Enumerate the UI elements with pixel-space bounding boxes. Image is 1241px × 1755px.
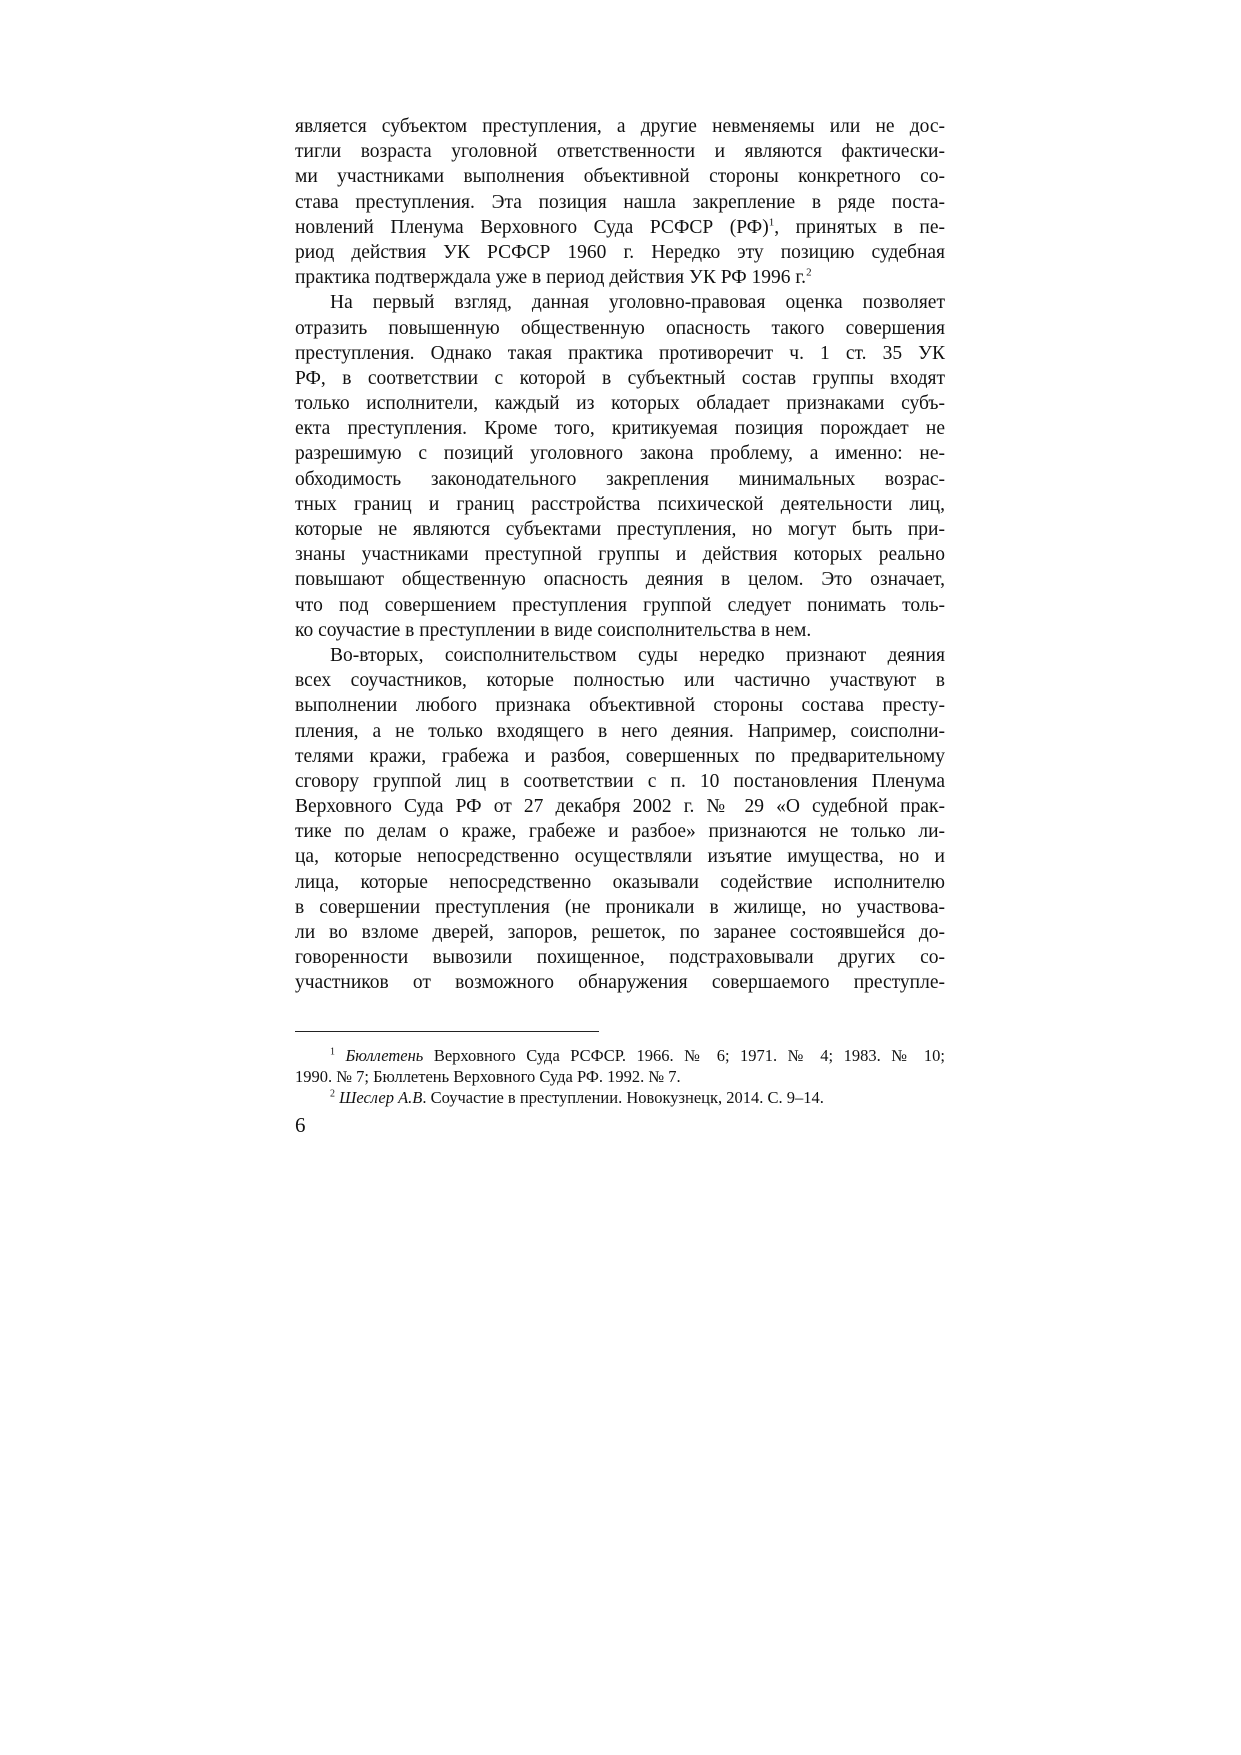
footnote-line bbox=[295, 1087, 945, 1108]
text-line: разрешимую с позиций уголовного закона проблему, а именно: не- bbox=[295, 443, 945, 465]
footnote-mark: 1 bbox=[330, 1046, 335, 1058]
footnote-ref-2[interactable]: 2 bbox=[806, 266, 812, 279]
paragraph-2 bbox=[295, 290, 945, 643]
footnote-text: Верховного Суда РСФСР. 1966. № 6; 1971. № 4; 1983. № 10; bbox=[423, 1046, 945, 1065]
text-segment: , принятых в пе- bbox=[774, 216, 945, 238]
text-line: телями кражи, грабежа и разбоя, совершенных по предварительному bbox=[295, 745, 945, 767]
body-text bbox=[295, 114, 945, 996]
paragraph-1 bbox=[295, 114, 945, 290]
text-segment: практика подтверждала уже в период действия УК РФ 1996 г. bbox=[295, 267, 807, 289]
footnote-2 bbox=[295, 1087, 945, 1108]
text-line: повышают общественную опасность деяния в целом. Это означает, bbox=[295, 569, 945, 591]
text-line: только исполнители, каждый из которых обладает признаками субъ- bbox=[295, 393, 945, 415]
text-line: является субъектом преступления, а другие невменяемы или не дос- bbox=[295, 116, 945, 137]
text-line: Во-вторых, соисполнительством суды нередко признают деяния bbox=[330, 644, 945, 666]
text-line: На первый взгляд, данная уголовно-правовая оценка позволяет bbox=[330, 292, 945, 314]
footnote-italic: Бюллетень bbox=[345, 1046, 424, 1065]
text-line: в совершении преступления (не проникали в жилище, но участвова- bbox=[295, 896, 945, 918]
text-line: става преступления. Эта позиция нашла закрепление в ряде поста- bbox=[295, 191, 945, 213]
text-line: РФ, в соответствии с которой в субъектный состав группы входят bbox=[295, 367, 945, 389]
text-line: сговору группой лиц в соответствии с п. 10 постановления Пленума bbox=[295, 770, 945, 792]
footnote-text: . Соучастие в преступлении. Новокузнецк, 2014. С. 9–14. bbox=[422, 1088, 824, 1107]
footnote-italic: Шеслер А.В bbox=[339, 1088, 423, 1107]
footnote-line: 1990. № 7; Бюллетень Верховного Суда РФ. 1992. № 7. bbox=[295, 1067, 681, 1086]
text-line: екта преступления. Кроме того, критикуемая позиция порождает не bbox=[295, 418, 945, 440]
text-line: ца, которые непосредственно осуществляли изъятие имущества, но и bbox=[295, 846, 945, 868]
footnotes bbox=[295, 1045, 945, 1108]
text-line: участников от возможного обнаружения совершаемого преступле- bbox=[295, 972, 945, 994]
text-line: знаны участниками преступной группы и действия которых реально bbox=[295, 544, 945, 566]
text-line: выполнении любого признака объективной стороны состава престу- bbox=[295, 695, 945, 717]
footnote-ref-1[interactable]: 1 bbox=[768, 216, 775, 229]
text-line: которые не являются субъектами преступления, но могут быть при- bbox=[295, 519, 945, 540]
text-line: ко соучастие в преступлении в виде соисполнительства в нем. bbox=[295, 619, 812, 641]
text-line: всех соучастников, которые полностью или частично участвуют в bbox=[295, 670, 945, 692]
text-line: говоренности вывозили похищенное, подстраховывали других со- bbox=[295, 947, 945, 969]
text-line: пления, а не только входящего в него деяния. Например, соисполни- bbox=[295, 720, 945, 742]
text-line: лица, которые непосредственно оказывали содействие исполнителю bbox=[295, 871, 945, 893]
text-line: Верховного Суда РФ от 27 декабря 2002 г. № 29 «О судебной прак- bbox=[295, 796, 945, 818]
text-line: риод действия УК РСФСР 1960 г. Нередко эту позицию судебная bbox=[295, 241, 945, 263]
footnote-mark: 2 bbox=[330, 1088, 335, 1100]
text-line: ми участниками выполнения объективной стороны конкретного со- bbox=[295, 166, 945, 188]
text-line: отразить повышенную общественную опасность такого совершения bbox=[295, 317, 945, 339]
text-line: преступления. Однако такая практика противоречит ч. 1 ст. 35 УК bbox=[295, 342, 945, 364]
text-line: тигли возраста уголовной ответственности и являются фактически- bbox=[295, 141, 945, 163]
text-line bbox=[295, 215, 945, 240]
footnote-divider bbox=[295, 1031, 599, 1032]
text-line: обходимость законодательного закрепления минимальных возрас- bbox=[295, 468, 945, 490]
footnote-line bbox=[295, 1045, 945, 1066]
text-segment: новлений Пленума Верховного Суда РСФСР (РФ) bbox=[295, 216, 769, 238]
text-line: что под совершением преступления группой следует понимать толь- bbox=[295, 594, 945, 616]
page-number: 6 bbox=[295, 1113, 306, 1137]
text-line: тике по делам о краже, грабеже и разбое» признаются не только ли- bbox=[295, 821, 945, 843]
text-line bbox=[295, 265, 945, 290]
paragraph-3 bbox=[295, 643, 945, 996]
text-line: ли во взломе дверей, запоров, решеток, по заранее состоявшейся до- bbox=[295, 922, 945, 943]
text-line: тных границ и границ расстройства психической деятельности лиц, bbox=[295, 493, 945, 515]
footnote-1 bbox=[295, 1045, 945, 1087]
